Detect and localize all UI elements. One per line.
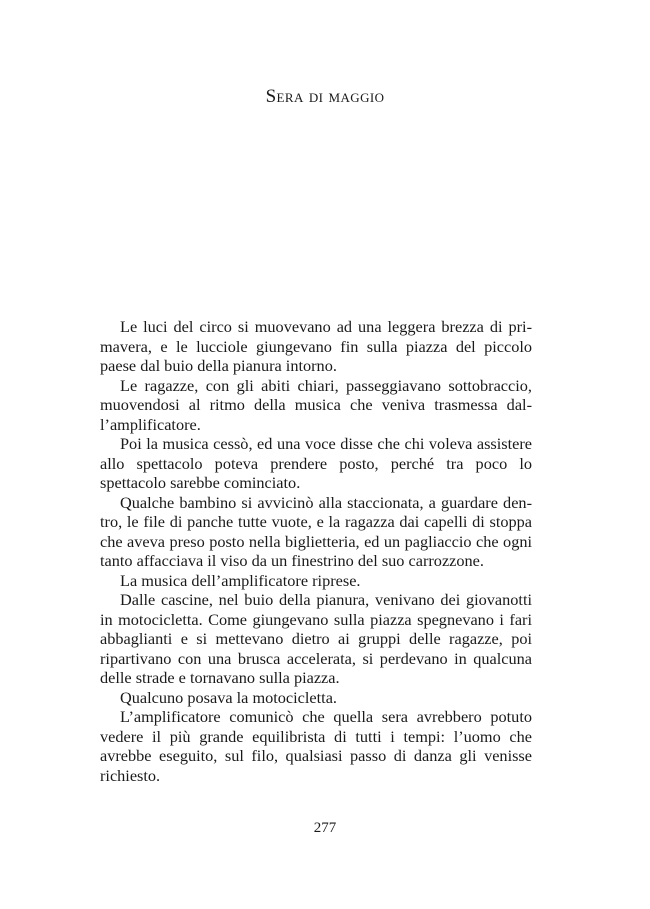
paragraph: Qualcuno posava la motocicletta. — [120, 687, 338, 707]
paragraph: L’amplificatore comunicò che quella sera avrebbero potuto vedere il più grande equilibrista di tutti i tempi: l’uomo che avrebbe eseguito, sul filo, qualsiasi passo di danza gli venisse richiesto. — [100, 707, 532, 785]
paragraph: La musica dell’amplificatore riprese. — [120, 570, 361, 590]
chapter-title: Sera di maggio — [265, 86, 385, 107]
chapter-body — [100, 317, 532, 785]
page-number: 277 — [313, 820, 337, 836]
paragraph: Poi la musica cessò, ed una voce disse che chi voleva assistere allo spettacolo poteva prendere posto, perché tra poco lo spettacolo sarebbe cominciato. — [100, 434, 532, 492]
paragraph: Qualche bambino si avvicinò alla staccionata, a guardare dentro, le file di panche tutte vuote, e la ragazza dai capelli di stoppa che aveva preso posto nella biglietteria, ed un pagliaccio che ogni tanto affacciava il viso da un finestrino del suo carrozzone. — [100, 492, 532, 570]
paragraph: Dalle cascine, nel buio della pianura, venivano dei giovanotti in motocicletta. Come giungevano sulla piazza spegnevano i fari abbaglianti e si mettevano dietro ai gruppi delle ragazze, poi ripartivano con una brusca accelerata, si perdevano in qualcuna delle strade e tornavano sulla piazza. — [100, 590, 532, 687]
paragraph: Le luci del circo si muovevano ad una leggera brezza di primavera, e le lucciole giungevano fin sulla piazza del piccolo paese dal buio della pianura intorno. — [100, 317, 532, 375]
paragraph: Le ragazze, con gli abiti chiari, passeggiavano sottobraccio, muovendosi al ritmo della musica che veniva trasmessa dall’amplificatore. — [100, 375, 532, 434]
